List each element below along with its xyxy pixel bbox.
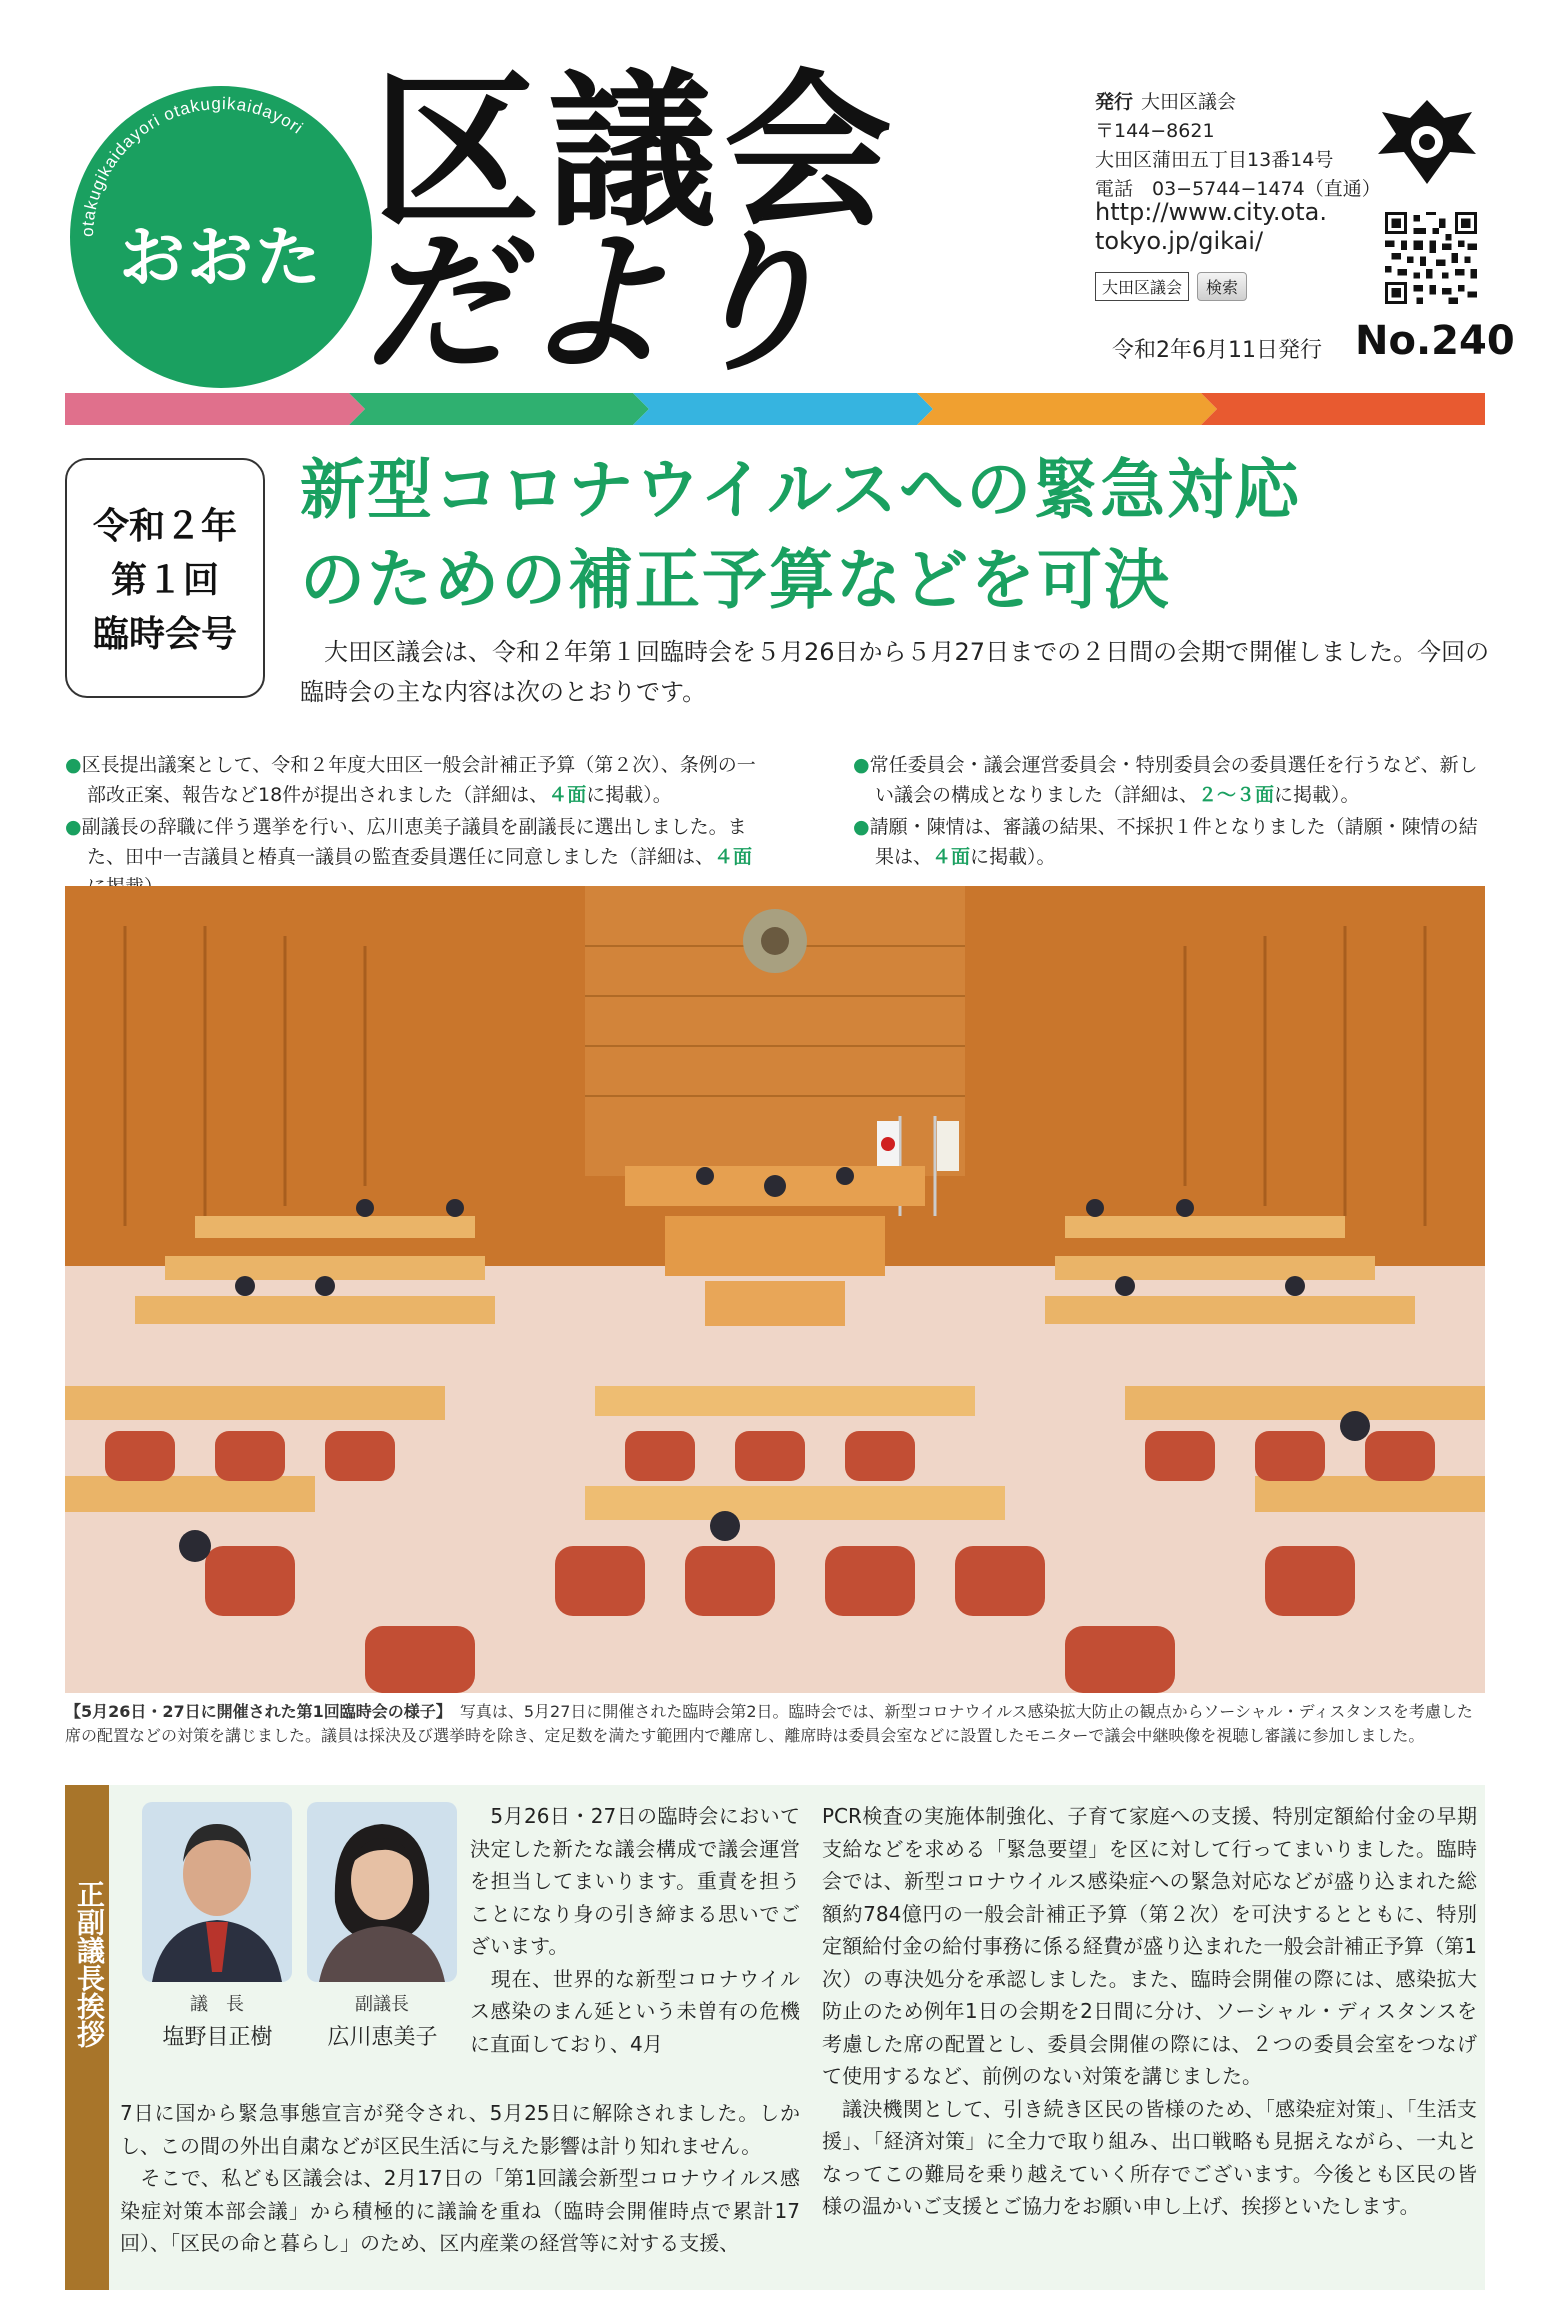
masthead-subtitle: だより bbox=[362, 215, 830, 392]
greeting-title: 正副議長挨拶 bbox=[73, 1880, 106, 2048]
publisher-info bbox=[1095, 88, 1381, 204]
summary-list-left bbox=[65, 750, 765, 904]
assembly-hall-photo bbox=[65, 886, 1485, 1693]
search-hint bbox=[1095, 272, 1247, 301]
summary-item: ●区長提出議案として、令和２年度大田区一般会計補正予算（第２次）、条例の一部改正案、報告など18件が提出されました（詳細は、４面に掲載）。 bbox=[65, 754, 756, 806]
bullet-icon: ● bbox=[853, 816, 870, 838]
bullet-icon: ● bbox=[65, 754, 82, 776]
summary-list-right bbox=[853, 750, 1493, 874]
greeting-paragraph: 7日に国から緊急事態宣言が発令され、5月25日に解除されました。しかし、この間の外出自粛などが区民生活に与えた影響は計り知れません。 bbox=[120, 2101, 800, 2158]
qr-code-icon bbox=[1385, 212, 1477, 304]
bullet-icon: ● bbox=[65, 816, 82, 838]
chair-name: 塩野目正樹 bbox=[162, 2025, 273, 2050]
session-badge bbox=[65, 458, 265, 698]
page-ref: ４面 bbox=[548, 784, 587, 806]
publisher-name: 大田区議会 bbox=[1141, 91, 1237, 113]
search-term: 大田区議会 bbox=[1095, 272, 1189, 301]
ota-ward-emblem-icon bbox=[1372, 92, 1482, 192]
vice-chair-role: 副議長 bbox=[355, 1994, 409, 2015]
main-headline bbox=[300, 446, 1500, 626]
headline-line-1: 新型コロナウイルスへの緊急対応 bbox=[300, 453, 1302, 528]
publisher-label: 発行 bbox=[1095, 91, 1134, 113]
url-line-2[interactable]: tokyo.jp/gikai/ bbox=[1095, 227, 1264, 255]
search-button: 検索 bbox=[1197, 272, 1247, 301]
lead-paragraph: 大田区議会は、令和２年第１回臨時会を５月26日から５月27日までの２日間の会期で開催しました。今回の臨時会の主な内容は次のとおりです。 bbox=[300, 638, 1490, 706]
address: 大田区蒲田五丁目13番14号 bbox=[1095, 149, 1334, 171]
postal-code: 〒144−8621 bbox=[1095, 120, 1215, 142]
caption-text: 写真は、5月27日に開催された臨時会第2日。臨時会では、新型コロナウイルス感染拡大防止の観点からソーシャル・ディスタンスを考慮した席の配置などの対策を講じました。議員は採決及び選挙時を除き、定足数を満たす範囲内で離席し、離席時は委員会室などに設置したモニターで議会中継映像を視聴し審議に参加しました。 bbox=[65, 1702, 1473, 1745]
summary-item: ●常任委員会・議会運営委員会・特別委員会の委員選任を行うなど、新しい議会の構成となりました（詳細は、２〜３面に掲載）。 bbox=[853, 754, 1478, 806]
color-divider-bar bbox=[65, 393, 1485, 425]
vice-chair-name: 広川恵美子 bbox=[327, 2025, 438, 2050]
page-ref: ２〜３面 bbox=[1198, 784, 1275, 806]
greeting-col1-lower bbox=[120, 2097, 800, 2260]
summary-item: ●請願・陳情は、審議の結果、不採択１件となりました（請願・陳情の結果は、４面に掲載）。 bbox=[853, 816, 1478, 868]
masthead-title: 区議会 bbox=[372, 54, 900, 250]
greeting-col2 bbox=[822, 1800, 1477, 2223]
issue-date: 令和2年6月11日発行 bbox=[1112, 338, 1322, 363]
logo bbox=[70, 86, 372, 388]
greeting-paragraph: そこで、私ども区議会は、2月17日の「第1回議会新型コロナウイルス感染症対策本部会議」から積極的に議論を重ね（臨時会開催時点で累計17回）、「区民の命と暮らし」のため、区内産業の経営等に対する支援、 bbox=[120, 2166, 800, 2255]
session-number: 第１回 bbox=[110, 560, 219, 601]
greeting-col1-upper bbox=[470, 1800, 800, 2060]
photo-caption bbox=[65, 1700, 1485, 1748]
greeting-paragraph: PCR検査の実施体制強化、子育て家庭への支援、特別定額給付金の早期支給などを求める「緊急要望」を区に対して行ってまいりました。臨時会では、新型コロナウイルス感染症への緊急対応などが盛り込まれた総額約784億円の一般会計補正予算（第２次）を可決するとともに、特別定額給付金の給付事務に係る経費が盛り込まれた一般会計補正予算（第1次）の専決処分を承認しました。また、臨時会開催の際には、感染拡大防止のため例年1日の会期を2日間に分け、ソーシャル・ディスタンスを考慮した席の配置とし、委員会開催の際には、２つの委員会室をつなげて使用するなど、前例のない対策を講じました。 bbox=[822, 1804, 1477, 2088]
chair-role: 議 長 bbox=[190, 1994, 244, 2015]
vice-chair-portrait bbox=[307, 1802, 457, 1982]
phone: 電話 03−5744−1474（直通） bbox=[1095, 178, 1381, 200]
issue-number: No.240 bbox=[1355, 318, 1515, 364]
url-line-1[interactable]: http://www.city.ota. bbox=[1095, 198, 1327, 226]
summary-item: ●副議長の辞職に伴う選挙を行い、広川恵美子議員を副議長に選出しました。また、田中一吉議員と椿真一議員の監査委員選任に同意しました（詳細は、４面 bbox=[65, 816, 753, 868]
page-ref: ４面 bbox=[932, 846, 971, 868]
greeting-paragraph: 5月26日・27日の臨時会において決定した新たな議会構成で議会運営を担当してまいります。重責を担うことになり身の引き締まる思いでございます。 bbox=[470, 1804, 800, 1958]
website-link[interactable] bbox=[1095, 198, 1327, 256]
chair-portrait bbox=[142, 1802, 292, 1982]
session-year: 令和２年 bbox=[92, 506, 237, 547]
logo-ring-text: otakugikaidayori otakugikaidayori bbox=[77, 93, 307, 238]
logo-text: おおた bbox=[119, 219, 323, 296]
bullet-icon: ● bbox=[853, 754, 870, 776]
greeting-paragraph: 現在、世界的な新型コロナウイルス感染のまん延という未曽有の危機に直面しており、4月 bbox=[470, 1966, 800, 2056]
session-type: 臨時会号 bbox=[92, 614, 237, 655]
greeting-paragraph: 議決機関として、引き続き区民の皆様のため、「感染症対策」、「生活支援」、「経済対策」に全力で取り組み、出口戦略も見据えながら、一丸となってこの難局を乗り越えていく所存でございます。今後とも区民の皆様の温かいご支援とご協力をお願い申し上げ、挨拶といたします。 bbox=[822, 2096, 1477, 2218]
page-ref: ４面 bbox=[714, 846, 753, 868]
caption-title: 【5月26日・27日に開催された第1回臨時会の様子】 bbox=[65, 1702, 444, 1721]
headline-line-2: のための補正予算などを可決 bbox=[300, 543, 1172, 618]
